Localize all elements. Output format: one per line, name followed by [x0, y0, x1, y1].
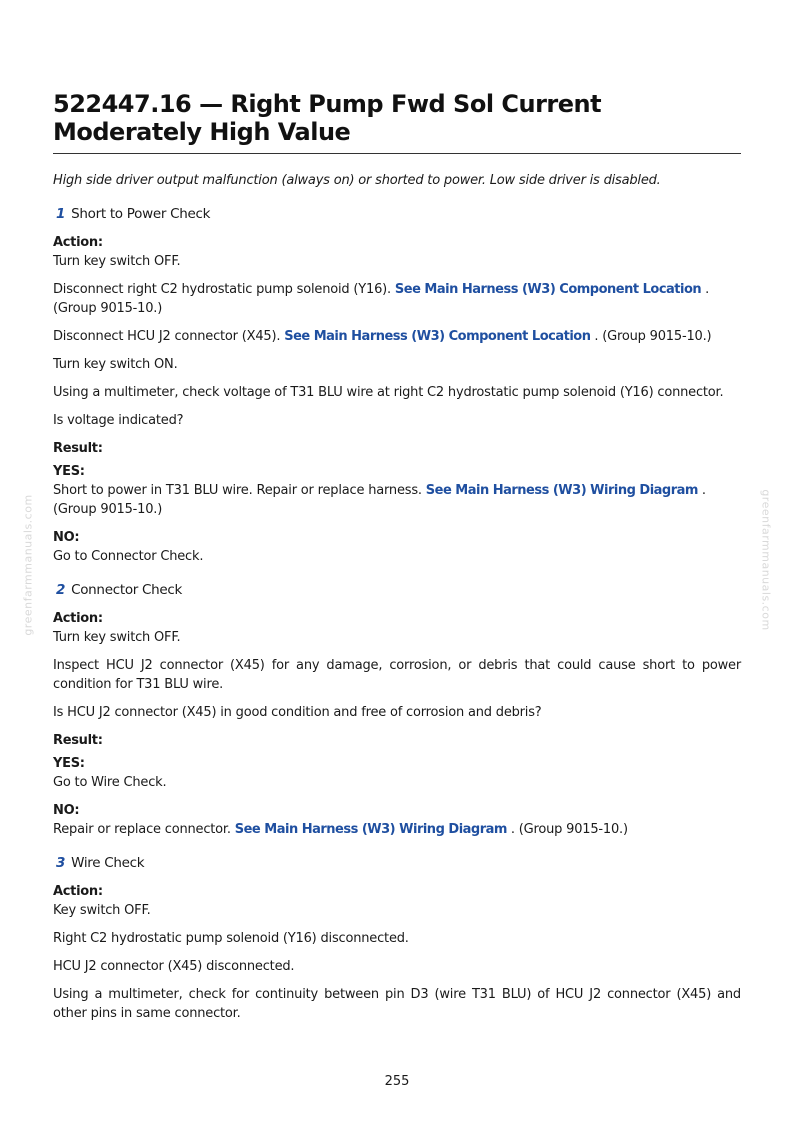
step-1-question: Is voltage indicated?: [53, 413, 184, 428]
step-3-action-3: HCU J2 connector (X45) disconnected.: [53, 959, 295, 974]
step-number: 1: [56, 206, 66, 222]
action-label: Action:: [53, 235, 103, 250]
step-1-action-4: Turn key switch ON.: [53, 357, 178, 372]
action-label: Action:: [53, 611, 103, 626]
result-label: Result:: [53, 441, 103, 456]
step-title: Wire Check: [71, 855, 145, 871]
document-page: [53, 90, 741, 1023]
step-1-heading: [53, 205, 741, 224]
step-2-no-text: Repair or replace connector. See Main Harness (W3) Wiring Diagram . (Group 9015-10.): [53, 822, 628, 837]
step-1-no-text: Go to Connector Check.: [53, 549, 204, 564]
watermark-right: greenfarmmanuals.com: [759, 489, 773, 631]
yes-label: YES:: [53, 756, 85, 771]
step-title: Connector Check: [71, 582, 183, 598]
no-label: NO:: [53, 803, 80, 818]
step-1-action-5: Using a multimeter, check voltage of T31 BLU wire at right C2 hydrostatic pump solenoid (Y16) connector.: [53, 385, 724, 400]
step-3-action-1: Key switch OFF.: [53, 903, 151, 918]
watermark-left: greenfarmmanuals.com: [21, 494, 35, 636]
result-label: Result:: [53, 733, 103, 748]
step-3-action-2: Right C2 hydrostatic pump solenoid (Y16) disconnected.: [53, 931, 409, 946]
step-number: 3: [56, 855, 66, 871]
step-3-action-4: Using a multimeter, check for continuity between pin D3 (wire T31 BLU) of HCU J2 connector (X45) and other pins in same connector.: [53, 987, 741, 1021]
no-label: NO:: [53, 530, 80, 545]
action-label: Action:: [53, 884, 103, 899]
wiring-diagram-link[interactable]: See Main Harness (W3) Wiring Diagram: [425, 483, 698, 498]
step-2-question: Is HCU J2 connector (X45) in good condition and free of corrosion and debris?: [53, 705, 542, 720]
title-divider: [53, 153, 741, 154]
step-2-yes-text: Go to Wire Check.: [53, 775, 167, 790]
wiring-diagram-link[interactable]: See Main Harness (W3) Wiring Diagram: [234, 822, 507, 837]
step-1-action-3: Disconnect HCU J2 connector (X45). See Main Harness (W3) Component Location . (Group 9015-10.): [53, 329, 712, 344]
step-title: Short to Power Check: [71, 206, 211, 222]
step-1-action-1: Turn key switch OFF.: [53, 254, 181, 269]
component-location-link[interactable]: See Main Harness (W3) Component Location: [394, 282, 702, 297]
yes-label: YES:: [53, 464, 85, 479]
page-title: 522447.16 — Right Pump Fwd Sol Current Moderately High Value: [53, 90, 602, 146]
step-number: 2: [56, 582, 66, 598]
step-1-action-2: Disconnect right C2 hydrostatic pump solenoid (Y16). See Main Harness (W3) Component Location . (Group 9015-10.): [53, 282, 710, 316]
page-number: 255: [384, 1074, 410, 1089]
intro-text: High side driver output malfunction (always on) or shorted to power. Low side driver is disabled.: [53, 173, 661, 188]
step-2-action-1: Turn key switch OFF.: [53, 630, 181, 645]
component-location-link[interactable]: See Main Harness (W3) Component Location: [284, 329, 591, 344]
step-1-yes-text: Short to power in T31 BLU wire. Repair or replace harness. See Main Harness (W3) Wiring Diagram . (Group 9015-10.): [53, 483, 706, 517]
step-2-action-2: Inspect HCU J2 connector (X45) for any damage, corrosion, or debris that could cause short to power condition for T31 BLU wire.: [53, 658, 741, 692]
step-2-heading: [53, 581, 741, 600]
step-3-heading: [53, 854, 741, 873]
